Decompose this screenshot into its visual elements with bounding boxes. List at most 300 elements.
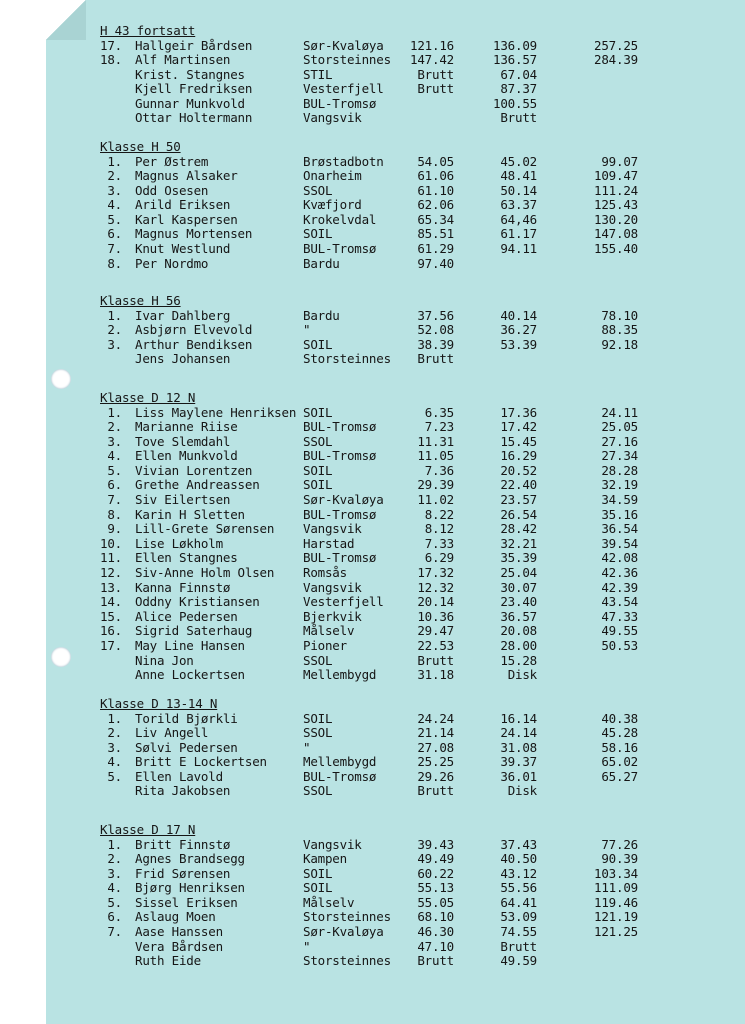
- run-2: 74.55: [500, 924, 537, 940]
- place: 1.: [107, 836, 122, 852]
- class-heading: Klasse D 12 N: [100, 390, 196, 405]
- run-2: 20.08: [500, 623, 537, 639]
- club: SOIL: [303, 226, 333, 242]
- total: 121.25: [594, 924, 638, 940]
- run-2: 50.14: [500, 182, 537, 198]
- run-2: 26.54: [500, 506, 537, 522]
- place: 3.: [107, 182, 122, 198]
- name: Aase Hanssen: [135, 924, 223, 940]
- place: 3.: [107, 336, 122, 352]
- run-1: 6.29: [424, 550, 454, 566]
- total: 121.19: [594, 909, 638, 925]
- club: Bjerkvik: [303, 608, 362, 624]
- total: 78.10: [601, 307, 638, 323]
- run-2: 23.40: [500, 594, 537, 610]
- place: 2.: [107, 419, 122, 435]
- run-2: 55.56: [500, 880, 537, 896]
- run-2: 49.59: [500, 953, 537, 969]
- club: SSOL: [303, 652, 333, 668]
- result-row: [100, 241, 638, 257]
- name: Rita Jakobsen: [135, 783, 231, 799]
- total: 58.16: [601, 739, 638, 755]
- run-2: 37.43: [500, 836, 537, 852]
- total: 65.02: [601, 754, 638, 770]
- class-section: [100, 390, 638, 683]
- total: 111.09: [594, 880, 638, 896]
- run-2: 15.45: [500, 433, 537, 449]
- result-row: [100, 448, 638, 464]
- name: Gunnar Munkvold: [135, 95, 245, 111]
- result-row: [100, 667, 537, 683]
- run-1: 17.32: [417, 565, 454, 581]
- club: Vangsvik: [303, 521, 362, 537]
- total: 40.38: [601, 710, 638, 726]
- punch-hole: [51, 369, 71, 389]
- club: SOIL: [303, 404, 333, 420]
- result-row: [100, 783, 537, 799]
- name: Liv Angell: [135, 725, 209, 741]
- club: Målselv: [303, 894, 355, 910]
- club: SOIL: [303, 336, 333, 352]
- run-2: 136.57: [493, 52, 537, 68]
- total: 27.34: [601, 448, 638, 464]
- run-2: 23.57: [500, 492, 537, 508]
- place: 9.: [107, 521, 122, 537]
- name: Alf Martinsen: [135, 52, 231, 68]
- run-2: 39.37: [500, 754, 537, 770]
- run-1: 39.43: [417, 836, 454, 852]
- total: 42.36: [601, 565, 638, 581]
- class-heading: H 43 fortsatt: [100, 23, 196, 38]
- club: Romsås: [303, 565, 347, 581]
- total: 43.54: [601, 594, 638, 610]
- class-heading: Klasse D 17 N: [100, 822, 196, 837]
- run-2: 31.08: [500, 739, 537, 755]
- result-row: [100, 336, 638, 353]
- result-row: [100, 521, 638, 537]
- result-row: [100, 579, 638, 596]
- class-section: [100, 822, 638, 969]
- place: 4.: [107, 754, 122, 770]
- total: 42.08: [601, 550, 638, 566]
- run-1: Brutt: [417, 66, 454, 82]
- run-2: 24.14: [500, 725, 537, 741]
- result-row: [100, 110, 537, 126]
- place: 1.: [107, 404, 122, 420]
- place: 11.: [100, 550, 122, 566]
- club: Storsteinnes: [303, 351, 391, 367]
- run-1: 61.06: [417, 168, 454, 184]
- club: BUL-Tromsø: [303, 95, 377, 111]
- club: Harstad: [303, 535, 355, 551]
- name: Ivar Dahlberg: [135, 307, 231, 323]
- place: 17.: [100, 37, 122, 53]
- name: Jens Johansen: [135, 351, 231, 367]
- result-row: [100, 623, 638, 639]
- run-1: 31.18: [417, 667, 454, 683]
- total: 49.55: [601, 623, 638, 639]
- club: Bardu: [303, 307, 340, 323]
- club: ": [303, 938, 311, 954]
- run-2: Disk: [507, 667, 537, 683]
- run-2: 17.36: [500, 404, 537, 420]
- total: 35.16: [601, 506, 638, 522]
- name: Odd Osesen: [135, 182, 209, 198]
- run-1: 61.10: [417, 182, 454, 198]
- total: 92.18: [601, 336, 638, 352]
- club: Krokelvdal: [303, 211, 377, 227]
- run-2: 40.50: [500, 851, 537, 867]
- run-1: 22.53: [417, 638, 454, 653]
- run-1: 7.36: [424, 462, 454, 478]
- run-2: 43.12: [500, 865, 537, 881]
- result-row: [100, 197, 638, 213]
- class-section: [100, 23, 638, 126]
- club: Kampen: [303, 851, 347, 867]
- run-1: 55.13: [417, 880, 454, 896]
- total: 119.46: [594, 894, 638, 910]
- name: Frid Sørensen: [135, 865, 231, 881]
- name: Lise Løkholm: [135, 535, 223, 551]
- run-2: Disk: [507, 783, 537, 799]
- total: 103.34: [594, 865, 638, 881]
- place: 10.: [100, 535, 122, 551]
- result-row: [100, 938, 537, 955]
- result-row: [100, 550, 638, 566]
- run-2: 30.07: [500, 579, 537, 595]
- run-1: 25.25: [417, 754, 454, 770]
- place: 2.: [107, 725, 122, 741]
- run-1: 49.49: [417, 851, 454, 867]
- run-2: 28.42: [500, 521, 537, 537]
- run-1: 24.24: [417, 710, 454, 726]
- name: Ellen Lavold: [135, 768, 223, 784]
- run-1: 46.30: [417, 924, 454, 940]
- run-2: 87.37: [500, 81, 537, 97]
- name: Per Østrem: [135, 153, 209, 169]
- name: Arthur Bendiksen: [135, 336, 253, 352]
- run-2: 36.01: [500, 768, 537, 784]
- place: 8.: [107, 506, 122, 522]
- result-row: [100, 754, 638, 770]
- run-1: 52.08: [417, 322, 454, 338]
- run-2: 36.27: [500, 322, 537, 338]
- name: Ellen Stangnes: [135, 550, 238, 566]
- run-1: 8.22: [424, 506, 454, 522]
- result-row: [100, 710, 638, 727]
- run-2: 32.21: [500, 535, 537, 551]
- place: 5.: [107, 894, 122, 910]
- run-2: 22.40: [500, 477, 537, 493]
- run-2: 61.17: [500, 226, 537, 242]
- name: Siv Eilertsen: [135, 492, 231, 508]
- run-2: 63.37: [500, 197, 537, 213]
- result-row: [100, 652, 537, 669]
- total: 90.39: [601, 851, 638, 867]
- place: 5.: [107, 211, 122, 227]
- result-row: [100, 153, 638, 170]
- name: Kjell Fredriksen: [135, 81, 253, 97]
- place: 4.: [107, 448, 122, 464]
- result-row: [100, 768, 638, 785]
- run-1: 21.14: [417, 725, 454, 741]
- name: Magnus Mortensen: [135, 226, 253, 242]
- run-2: 53.39: [500, 336, 537, 352]
- club: Målselv: [303, 623, 355, 639]
- club: SOIL: [303, 880, 333, 896]
- name: Britt Finnstø: [135, 836, 231, 852]
- run-2: 20.52: [500, 462, 537, 478]
- club: BUL-Tromsø: [303, 419, 377, 435]
- result-row: [100, 492, 638, 508]
- run-1: 97.40: [417, 255, 454, 271]
- name: Nina Jon: [135, 652, 194, 668]
- run-1: Brutt: [417, 783, 454, 799]
- place: 6.: [107, 909, 122, 925]
- total: 25.05: [601, 419, 638, 435]
- total: 130.20: [594, 211, 638, 227]
- class-heading: Klasse D 13-14 N: [100, 696, 218, 711]
- total: 109.47: [594, 168, 638, 184]
- club: SSOL: [303, 433, 333, 449]
- place: 15.: [100, 608, 122, 624]
- place: 8.: [107, 255, 122, 271]
- run-2: 136.09: [493, 37, 537, 53]
- run-1: 8.12: [424, 521, 454, 537]
- result-row: [100, 739, 638, 756]
- result-row: [100, 880, 638, 896]
- result-row: [100, 168, 638, 184]
- run-2: 53.09: [500, 909, 537, 925]
- folded-corner: [46, 0, 86, 40]
- name: Arild Eriksen: [135, 197, 231, 213]
- name: Ruth Eide: [135, 953, 201, 969]
- place: 3.: [107, 865, 122, 881]
- run-1: 29.39: [417, 477, 454, 493]
- run-1: 11.05: [417, 448, 454, 464]
- run-1: 11.31: [417, 433, 454, 449]
- club: Mellembygd: [303, 667, 377, 683]
- run-1: 11.02: [417, 492, 454, 508]
- total: 125.43: [594, 197, 638, 213]
- name: Alice Pedersen: [135, 608, 238, 624]
- total: 36.54: [601, 521, 638, 537]
- result-row: [100, 608, 638, 625]
- club: Vesterfjell: [303, 594, 384, 610]
- club: ": [303, 322, 311, 338]
- place: 2.: [107, 168, 122, 184]
- total: 47.33: [601, 608, 638, 624]
- club: SOIL: [303, 462, 333, 478]
- result-row: [100, 81, 537, 97]
- name: Ellen Munkvold: [135, 448, 238, 464]
- result-row: [100, 865, 638, 882]
- result-row: [100, 462, 638, 479]
- place: 6.: [107, 226, 122, 242]
- place: 1.: [107, 307, 122, 323]
- run-2: 94.11: [500, 241, 537, 257]
- club: Storsteinnes: [303, 52, 391, 68]
- run-1: 47.10: [417, 938, 454, 954]
- place: 4.: [107, 880, 122, 896]
- place: 12.: [100, 565, 122, 581]
- club: BUL-Tromsø: [303, 506, 377, 522]
- club: SOIL: [303, 477, 333, 493]
- run-2: 36.57: [500, 608, 537, 624]
- result-row: [100, 322, 638, 338]
- run-1: 61.29: [417, 241, 454, 257]
- club: BUL-Tromsø: [303, 448, 377, 464]
- run-1: Brutt: [417, 351, 454, 367]
- name: Ottar Holtermann: [135, 110, 253, 126]
- total: 77.26: [601, 836, 638, 852]
- run-2: 48.41: [500, 168, 537, 184]
- name: Aslaug Moen: [135, 909, 216, 925]
- name: Anne Lockertsen: [135, 667, 245, 683]
- class-section: [100, 696, 638, 799]
- run-1: 7.23: [424, 419, 454, 435]
- name: Lill-Grete Sørensen: [135, 521, 275, 537]
- name: Torild Bjørkli: [135, 710, 238, 726]
- result-row: [100, 953, 537, 969]
- name: Asbjørn Elvevold: [135, 322, 253, 338]
- place: 1.: [107, 710, 122, 726]
- run-2: 40.14: [500, 307, 537, 323]
- place: 5.: [107, 768, 122, 784]
- result-row: [100, 307, 638, 324]
- place: 2.: [107, 322, 122, 338]
- name: Sølvi Pedersen: [135, 739, 238, 755]
- run-2: 16.29: [500, 448, 537, 464]
- run-2: 67.04: [500, 66, 537, 82]
- result-row: [100, 255, 454, 272]
- run-1: 60.22: [417, 865, 454, 881]
- result-row: [100, 52, 638, 68]
- run-1: 7.33: [424, 535, 454, 551]
- total: 27.16: [601, 433, 638, 449]
- run-2: 100.55: [493, 95, 537, 111]
- run-1: Brutt: [417, 953, 454, 969]
- club: ": [303, 739, 311, 755]
- club: Vangsvik: [303, 579, 362, 595]
- name: Knut Westlund: [135, 241, 231, 257]
- place: 1.: [107, 153, 122, 169]
- club: Sør-Kvaløya: [303, 37, 384, 53]
- name: Karl Kaspersen: [135, 211, 238, 227]
- run-1: 29.26: [417, 768, 454, 784]
- club: Sør-Kvaløya: [303, 924, 384, 940]
- club: Vangsvik: [303, 110, 362, 126]
- result-row: [100, 535, 638, 552]
- run-1: 55.05: [417, 894, 454, 910]
- place: 7.: [107, 924, 122, 940]
- result-row: [100, 226, 638, 242]
- total: 284.39: [594, 52, 638, 68]
- run-2: 35.39: [500, 550, 537, 566]
- name: Sissel Eriksen: [135, 894, 238, 910]
- result-row: [100, 725, 638, 741]
- place: 7.: [107, 241, 122, 257]
- total: 155.40: [594, 241, 638, 257]
- total: 24.11: [601, 404, 638, 420]
- place: 3.: [107, 433, 122, 449]
- total: 32.19: [601, 477, 638, 493]
- run-2: Brutt: [500, 110, 537, 126]
- total: 34.59: [601, 492, 638, 508]
- run-1: Brutt: [417, 652, 454, 668]
- run-1: 29.47: [417, 623, 454, 639]
- run-2: 64.41: [500, 894, 537, 910]
- run-1: 12.32: [417, 579, 454, 595]
- name: Vivian Lorentzen: [135, 462, 253, 478]
- result-row: [100, 909, 638, 925]
- club: SOIL: [303, 865, 333, 881]
- place: 4.: [107, 197, 122, 213]
- run-1: 6.35: [424, 404, 454, 420]
- result-row: [100, 851, 638, 867]
- run-2: 45.02: [500, 153, 537, 169]
- class-section: [100, 293, 638, 367]
- club: SSOL: [303, 182, 333, 198]
- place: 13.: [100, 579, 122, 595]
- result-row: [100, 419, 638, 435]
- total: 111.24: [594, 182, 638, 198]
- run-2: Brutt: [500, 938, 537, 954]
- run-2: 64,46: [500, 211, 537, 227]
- run-2: 25.04: [500, 565, 537, 581]
- name: Tove Slemdahl: [135, 433, 231, 449]
- result-row: [100, 351, 454, 367]
- club: Mellembygd: [303, 754, 377, 770]
- class-heading: Klasse H 50: [100, 139, 181, 154]
- result-row: [100, 638, 638, 654]
- name: Marianne Riise: [135, 419, 238, 435]
- club: Onarheim: [303, 168, 362, 184]
- total: 88.35: [601, 322, 638, 338]
- place: 17.: [100, 638, 122, 653]
- name: Karin H Sletten: [135, 506, 245, 522]
- result-row: [100, 37, 638, 54]
- result-row: [100, 894, 638, 911]
- result-row: [100, 565, 638, 581]
- club: Storsteinnes: [303, 909, 391, 925]
- run-1: 10.36: [417, 608, 454, 624]
- name: Agnes Brandsegg: [135, 851, 245, 867]
- place: 18.: [100, 52, 122, 68]
- result-row: [100, 404, 638, 421]
- club: Vesterfjell: [303, 81, 384, 97]
- club: BUL-Tromsø: [303, 768, 377, 784]
- club: Kvæfjord: [303, 197, 362, 213]
- run-1: 65.34: [417, 211, 454, 227]
- run-2: 28.00: [500, 638, 537, 653]
- place: 14.: [100, 594, 122, 610]
- punch-hole: [51, 647, 71, 667]
- run-1: 85.51: [417, 226, 454, 242]
- result-row: [100, 182, 638, 199]
- name: May Line Hansen: [135, 638, 245, 653]
- total: 65.27: [601, 768, 638, 784]
- result-row: [100, 433, 638, 450]
- result-row: [100, 95, 537, 112]
- place: 16.: [100, 623, 122, 639]
- club: BUL-Tromsø: [303, 241, 377, 257]
- total: 99.07: [601, 153, 638, 169]
- total: 45.28: [601, 725, 638, 741]
- run-2: 15.28: [500, 652, 537, 668]
- club: SSOL: [303, 725, 333, 741]
- name: Siv-Anne Holm Olsen: [135, 565, 275, 581]
